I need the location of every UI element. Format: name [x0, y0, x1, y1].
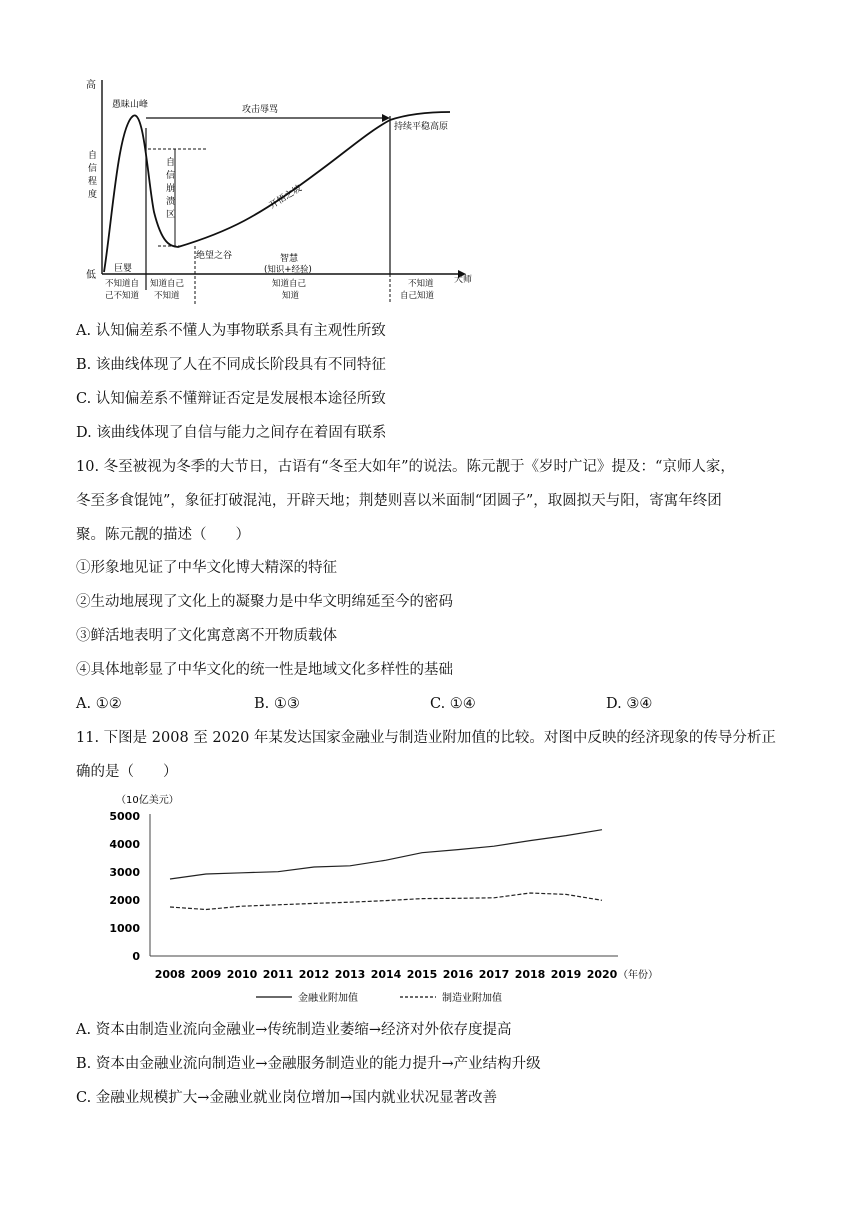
q9-option-d: D. 该曲线体现了自信与能力之间存在着固有联系 [76, 425, 387, 441]
q11-option-c: C. 金融业规模扩大→金融业就业岗位增加→国内就业状况显著改善 [76, 1090, 498, 1106]
q10-choice-c: C. ①④ [430, 696, 476, 712]
y-high-label: 高 [86, 80, 96, 91]
x-tick-label: 2013 [334, 968, 366, 981]
confidence-curve-figure [78, 72, 478, 310]
y-title-char: 程 [88, 177, 98, 187]
x-tick-label: 2014 [370, 968, 402, 981]
y-tick-label: 4000 [109, 838, 140, 851]
x-tick-label: 2020 [586, 968, 618, 981]
collapse-char: 区 [166, 210, 176, 220]
stage-label: 不知道自 [105, 279, 140, 289]
stage-label: 己不知道 [105, 291, 140, 301]
legend-label-finance: 金融业附加值 [298, 993, 358, 1004]
series-line-finance [170, 830, 602, 879]
q10-stem-line: 10. 冬至被视为冬季的大节日，古语有“冬至大如年”的说法。陈元靓于《岁时广记》提及：“京师人家， [76, 459, 735, 475]
y-tick-label: 1000 [109, 922, 140, 935]
y-tick-label: 2000 [109, 894, 140, 907]
value-added-chart [96, 786, 686, 1008]
stage-label: 知道自己 [150, 279, 185, 289]
q10-choice-d: D. ③④ [606, 696, 653, 712]
x-tick-label: 2010 [226, 968, 258, 981]
wisdom-label: 智慧 [280, 254, 299, 264]
collapse-char: 信 [166, 171, 176, 181]
x-tick-label: 2019 [550, 968, 582, 981]
q10-stem-line: 聚。陈元靓的描述（ ） [76, 527, 250, 543]
confidence-curve [104, 112, 450, 272]
chart-x-unit-label: （年份） [618, 970, 658, 981]
q10-choice-a: A. ①② [76, 696, 122, 712]
chart-unit-label: （10亿美元） [116, 795, 179, 806]
y-tick-label: 0 [132, 950, 140, 963]
stage-label: 知道 [282, 291, 300, 301]
q9-option-a: A. 认知偏差系不懂人为事物联系具有主观性所致 [76, 323, 386, 339]
master-label: 大师 [454, 275, 473, 285]
y-tick-label: 3000 [109, 866, 140, 879]
stage-label: 自己知道 [400, 291, 435, 301]
slope-label: 开悟之坡 [267, 183, 304, 212]
plateau-label: 持续平稳高原 [394, 122, 449, 132]
q11-stem-line: 确的是（ ） [76, 764, 178, 780]
x-tick-label: 2012 [298, 968, 330, 981]
q10-statement: ④具体地彰显了中华文化的统一性是地域文化多样性的基础 [76, 662, 453, 678]
y-title-char: 信 [88, 164, 98, 174]
valley-label: 绝望之谷 [196, 251, 233, 261]
q11-option-b: B. 资本由金融业流向制造业→金融服务制造业的能力提升→产业结构升级 [76, 1056, 541, 1072]
q9-option-b: B. 该曲线体现了人在不同成长阶段具有不同特征 [76, 357, 386, 373]
wisdom-sub-label: (知识+经验) [264, 265, 312, 275]
stage-label: 不知道 [408, 279, 434, 289]
q10-statement: ③鲜活地表明了文化寓意离不开物质载体 [76, 628, 337, 644]
collapse-char: 崩 [166, 184, 176, 194]
y-tick-label: 5000 [109, 810, 140, 823]
x-tick-label: 2015 [406, 968, 438, 981]
q10-statement: ②生动地展现了文化上的凝聚力是中华文明绵延至今的密码 [76, 594, 453, 610]
q10-stem-line: 冬至多食馄饨”，象征打破混沌，开辟天地；荆楚则喜以米面制“团圆子”，取圆拟天与阳，寄寓年终团 [76, 493, 722, 509]
q11-stem-line: 11. 下图是 2008 至 2020 年某发达国家金融业与制造业附加值的比较。对图中反映的经济现象的传导分析正 [76, 730, 776, 746]
x-tick-label: 2018 [514, 968, 546, 981]
peak-label: 愚昧山峰 [112, 100, 149, 110]
q10-choice-b: B. ①③ [254, 696, 300, 712]
q10-statement: ①形象地见证了中华文化博大精深的特征 [76, 560, 337, 576]
stage-label: 知道自己 [272, 279, 307, 289]
x-tick-label: 2017 [478, 968, 510, 981]
q9-option-c: C. 认知偏差系不懂辩证否定是发展根本途径所致 [76, 391, 386, 407]
collapse-char: 自 [166, 158, 176, 168]
attack-label: 攻击辱骂 [242, 105, 279, 115]
collapse-char: 溃 [166, 197, 176, 207]
stage-label: 不知道 [154, 291, 180, 301]
x-tick-label: 2008 [154, 968, 186, 981]
giant-baby-label: 巨婴 [114, 264, 133, 274]
legend-label-manufacturing: 制造业附加值 [442, 993, 502, 1004]
y-low-label: 低 [86, 270, 96, 281]
y-title-char: 自 [88, 151, 98, 161]
y-title-char: 度 [88, 190, 98, 200]
x-tick-label: 2011 [262, 968, 294, 981]
x-tick-label: 2016 [442, 968, 474, 981]
x-tick-label: 2009 [190, 968, 222, 981]
series-line-manufacturing [170, 893, 602, 910]
q11-option-a: A. 资本由制造业流向金融业→传统制造业萎缩→经济对外依存度提高 [76, 1022, 512, 1038]
